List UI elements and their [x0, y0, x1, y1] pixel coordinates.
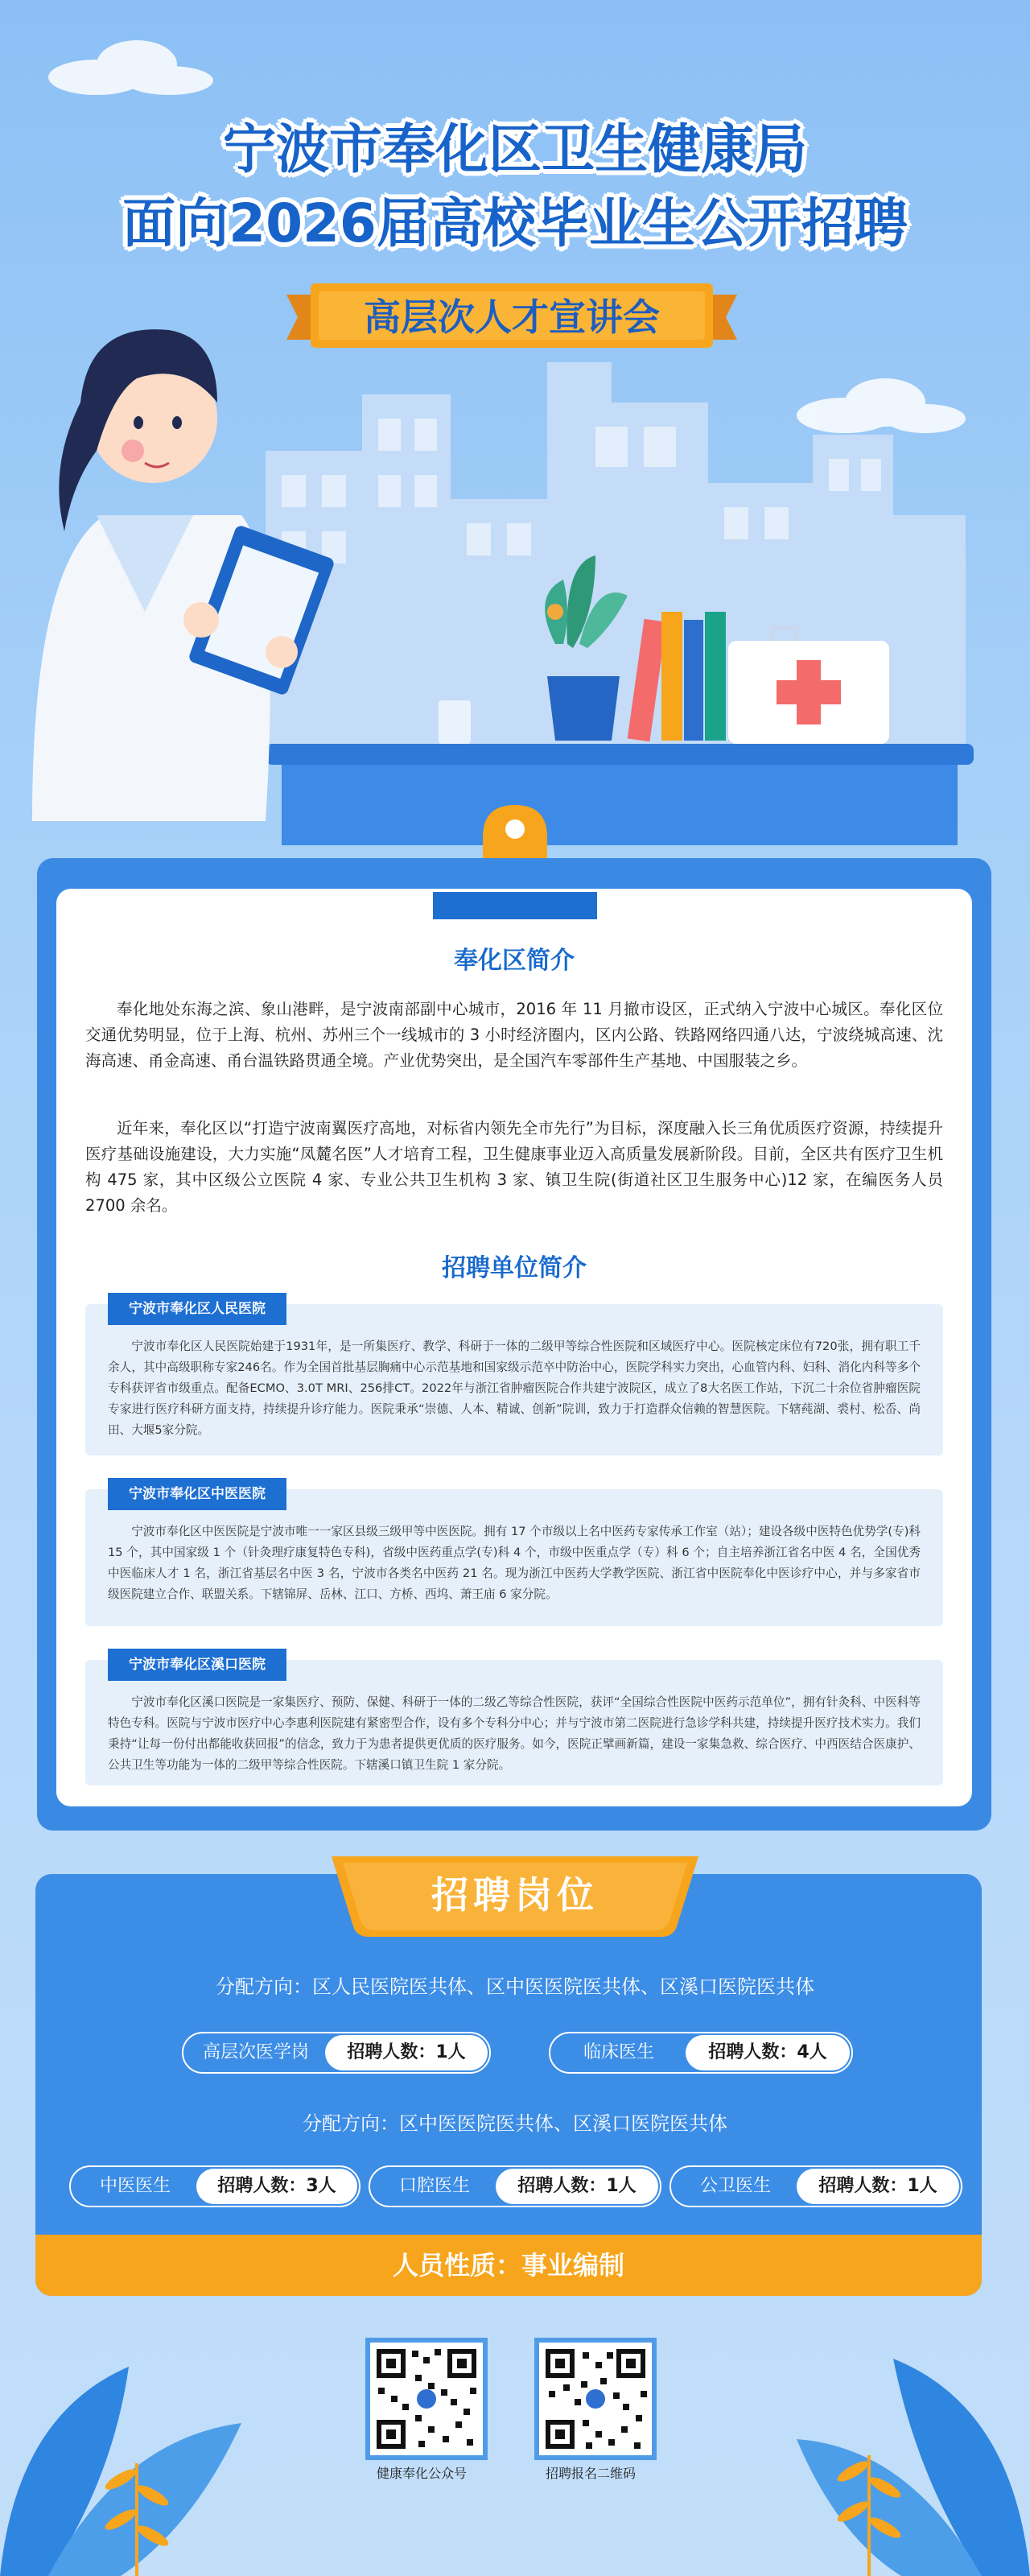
title-line-1: 宁波市奉化区卫生健康局: [223, 118, 807, 180]
hospital-description: 宁波市奉化区人民医院始建于1931年，是一所集医疗、教学、科研于一体的二级甲等综合性医院和区域医疗中心。医院核定床位有720张，拥有职工千余人，其中高级职称专家246名。作为全国首批基层胸痛中心示范基地和国家级示范卒中防治中心，医院学科实力突出，心血管内科、妇科、消化内科等多个专科获评省市级重点。配备ECMO、3.0T MRI、256排CT。2022年与浙江省肿瘤医院合作共建宁波院区，成立了8大名医工作站，下沉二十余位省肿瘤医院专家进行医疗科研方面支持，持续提升诊疗能力。医院秉承“崇德、人本、精诚、创新”院训，致力于打造群众信赖的智慧医院。下辖莼湖、裘村、松岙、尚田、大堰5家分院。: [108, 1340, 921, 1437]
position-count: 招聘人数：1人: [496, 2169, 658, 2204]
units-title: 招聘单位简介: [442, 1254, 587, 1282]
position-count: 招聘人数：3人: [196, 2169, 357, 2204]
jobs-tab: [332, 1856, 698, 1937]
clip-base: [433, 892, 597, 919]
qr-code-register[interactable]: [534, 2338, 657, 2460]
direction-text: 分配方向：区人民医院医共体、区中医医院医共体、区溪口医院医共体: [216, 1975, 814, 1998]
direction-text: 分配方向：区中医医院医共体、区溪口医院医共体: [303, 2112, 727, 2135]
position-name: 口腔医生: [398, 2176, 470, 2196]
jobs-title: 招聘岗位: [431, 1873, 599, 1917]
position-name: 中医医生: [99, 2176, 171, 2196]
qr-label-right: 招聘报名二维码: [545, 2466, 636, 2481]
position-pill: [670, 2165, 962, 2207]
cloud-icon: [48, 40, 213, 95]
hospital-card: [85, 1301, 943, 1455]
qr-code-icon: [370, 2343, 483, 2455]
hospital-card: [85, 1657, 943, 1785]
event-banner: [286, 279, 737, 356]
qr-label-left: 健康奉化公众号: [376, 2466, 467, 2481]
position-pill: [549, 2032, 853, 2074]
hospital-description: 宁波市奉化区溪口医院是一家集医疗、预防、保健、科研于一体的二级乙等综合性医院，获评“全国综合性医院中医药示范单位”，拥有针灸科、中医科等特色专科。医院与宁波市医疗中心李惠利医院建有紧密型合作，设有多个专科分中心；并与宁波市第二医院进行急诊学科共建，持续提升医疗技术实力。我们秉持“让每一份付出都能收获回报”的信念，致力于为患者提供更优质的医疗服务。如今，医院正擘画新篇，建设一家集急救、综合医疗、中西医结合医康护、公共卫生等功能为一体的二级甲等综合性医院。下辖溪口镇卫生院 1 家分院。: [108, 1695, 921, 1772]
position-name: 公卫医生: [699, 2176, 771, 2196]
hospital-description: 宁波市奉化区中医医院是宁波市唯一一家区县级三级甲等中医医院。拥有 17 个市级以上名中医药专家传承工作室（站）；建设各级中医特色优势学(专)科 15 个，其中国家级 1 个（针灸理疗康复特色专科)，省级中医药重点学(专)科 4 个，市级中医重点学（专）科 6 个；自主培养浙江省名中医 4 名，全国优秀中医临床人才 1 名，浙江省基层名中医 3 名，宁波市各类名中医药 21 名。现为浙江中医药大学教学医院、浙江省中医院奉化中医诊疗中心，并与多家省市级医院建立合作、联盟关系。下辖锦屏、岳林、江口、方桥、西坞、萧王庙 6 家分院。: [108, 1525, 921, 1601]
qr-code-wechat[interactable]: [365, 2338, 488, 2460]
intro-card: [56, 889, 972, 1806]
qr-code-icon: [539, 2343, 652, 2455]
cup-icon: [439, 700, 471, 744]
page-title: [0, 113, 1030, 261]
intro-paragraph-1: 奉化地处东海之滨、象山港畔，是宁波南部副中心城市，2016 年 11 月撤市设区，正式纳入宁波中心城区。奉化区位交通优势明显，位于上海、杭州、苏州三个一线城市的 3 小时经济圈内，区内公路、铁路网络四通八达，宁波绕城高速、沈海高速、甬金高速、甬台温铁路贯通全境。产业优势突出，是全国汽车零部件生产基地、中国服装之乡。: [85, 1000, 943, 1070]
hospital-card: [85, 1486, 943, 1626]
hospital-name-tag: 宁波市奉化区溪口医院: [108, 1649, 286, 1681]
position-pill: [369, 2165, 661, 2207]
position-count: 招聘人数：1人: [797, 2169, 959, 2204]
footer-leaves: [0, 2318, 1030, 2576]
banner-label: 高层次人才宣讲会: [364, 295, 660, 339]
intro-title: 奉化区简介: [454, 947, 575, 975]
cloud-icon: [797, 378, 966, 433]
position-count: 招聘人数：1人: [325, 2035, 488, 2070]
intro-paragraph-2: 近年来，奉化区以“打造宁波南翼医疗高地，对标省内领先全市先行”为目标，深度融入长三角优质医疗资源，持续提升医疗基础设施建设，大力实施“凤麓名医”人才培育工程，卫生健康事业迈入高质量发展新阶段。目前，全区共有医疗卫生机构 475 家，其中区级公立医院 4 家、专业公共卫生机构 3 家、镇卫生院(街道社区卫生服务中心)12 家，在编医务人员 2700 余名。: [85, 1119, 943, 1215]
position-pill: [69, 2165, 360, 2207]
position-name: 临床医生: [583, 2042, 654, 2062]
position-name: 高层次医学岗: [202, 2042, 309, 2062]
staff-nature: 人员性质：事业编制: [35, 2235, 982, 2296]
position-count: 招聘人数：4人: [686, 2035, 850, 2070]
jobs-panel: [35, 1874, 982, 2296]
hospital-name-tag: 宁波市奉化区中医医院: [108, 1478, 286, 1510]
title-line-2: 面向2026届高校毕业生公开招聘: [122, 192, 908, 254]
hospital-name-tag: 宁波市奉化区人民医院: [108, 1293, 286, 1325]
first-aid-kit-icon: [728, 628, 889, 744]
position-pill: [182, 2032, 491, 2074]
